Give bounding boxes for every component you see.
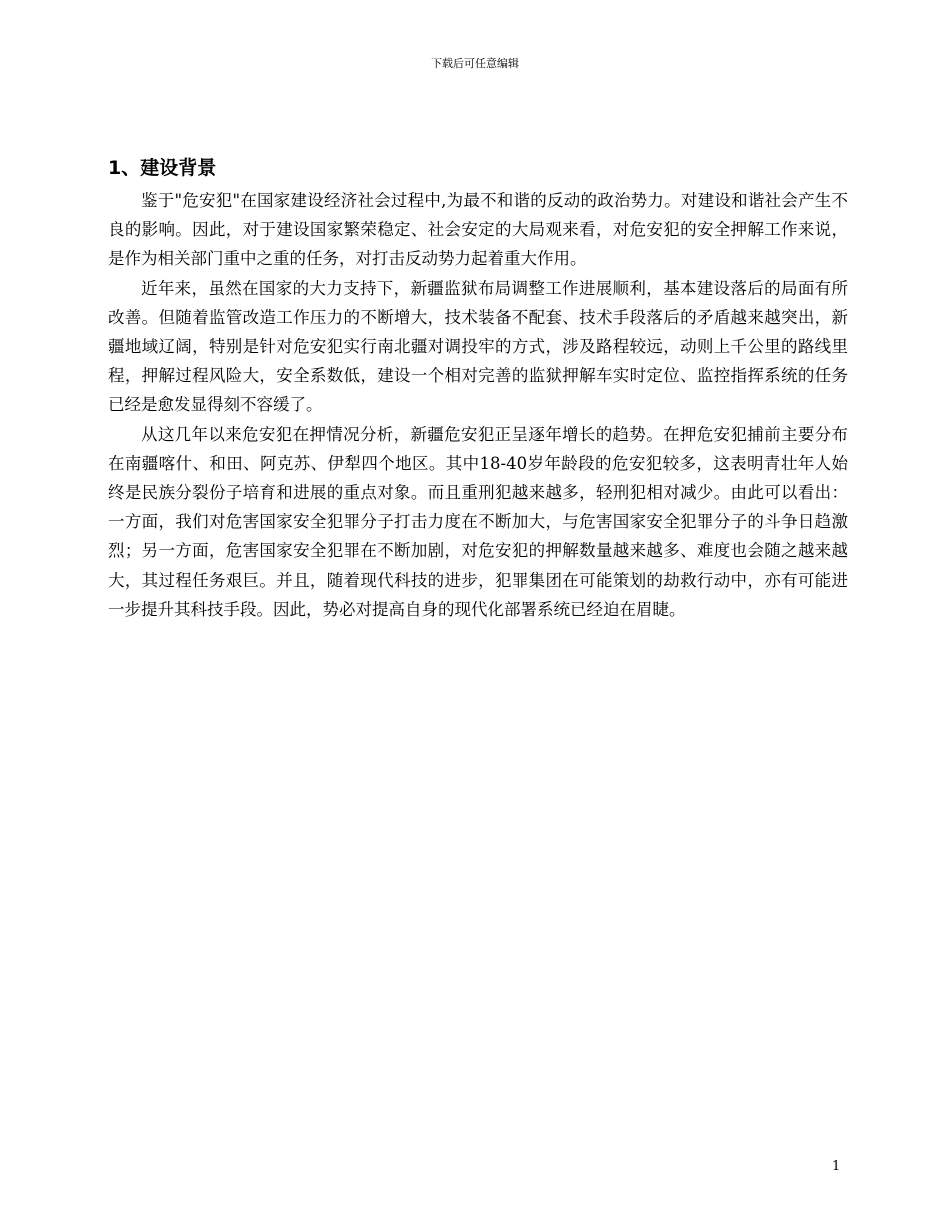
body-text [108,186,848,624]
page-header: 下载后可任意编辑 [431,57,519,70]
page-number: 1 [832,1159,841,1174]
paragraph-recent-years: 近年来，虽然在国家的大力支持下，新疆监狱布局调整工作进展顺利，基本建设落后的局面有所改善。但随着监管改造工作压力的不断增大，技术装备不配套、技术手段落后的矛盾越来越突出，新疆地域辽阔，特别是针对危安犯实行南北疆对调投牢的方式，涉及路程较远，动则上千公里的路线里程，押解过程风险大，安全系数低，建设一个相对完善的监狱押解车实时定位、监控指挥系统的任务已经是愈发显得刻不容缓了。 [108,278,848,415]
paragraph-background-intro: 鉴于"危安犯"在国家建设经济社会过程中,为最不和谐的反动的政治势力。对建设和谐社会产生不良的影响。因此，对于建设国家繁荣稳定、社会安定的大局观来看，对危安犯的安全押解工作来说，是作为相关部门重中之重的任务，对打击反动势力起着重大作用。 [108,191,848,269]
paragraph-analysis: 从这几年以来危安犯在押情况分析，新疆危安犯正呈逐年增长的趋势。在押危安犯捕前主要分布在南疆喀什、和田、阿克苏、伊犁四个地区。其中18-40岁年龄段的危安犯较多，这表明青壮年人始终是民族分裂份子培育和进展的重点对象。而且重刑犯越来越多，轻刑犯相对减少。由此可以看出：一方面，我们对危害国家安全犯罪分子打击力度在不断加大，与危害国家安全犯罪分子的斗争日趋激烈；另一方面，危害国家安全犯罪在不断加剧，对危安犯的押解数量越来越多、难度也会随之越来越大，其过程任务艰巨。并且，随着现代科技的进步，犯罪集团在可能策划的劫救行动中，亦有可能进一步提升其科技手段。因此，势必对提高自身的现代化部署系统已经迫在眉睫。 [108,424,848,619]
section-title: 1、建设背景 [108,157,217,179]
